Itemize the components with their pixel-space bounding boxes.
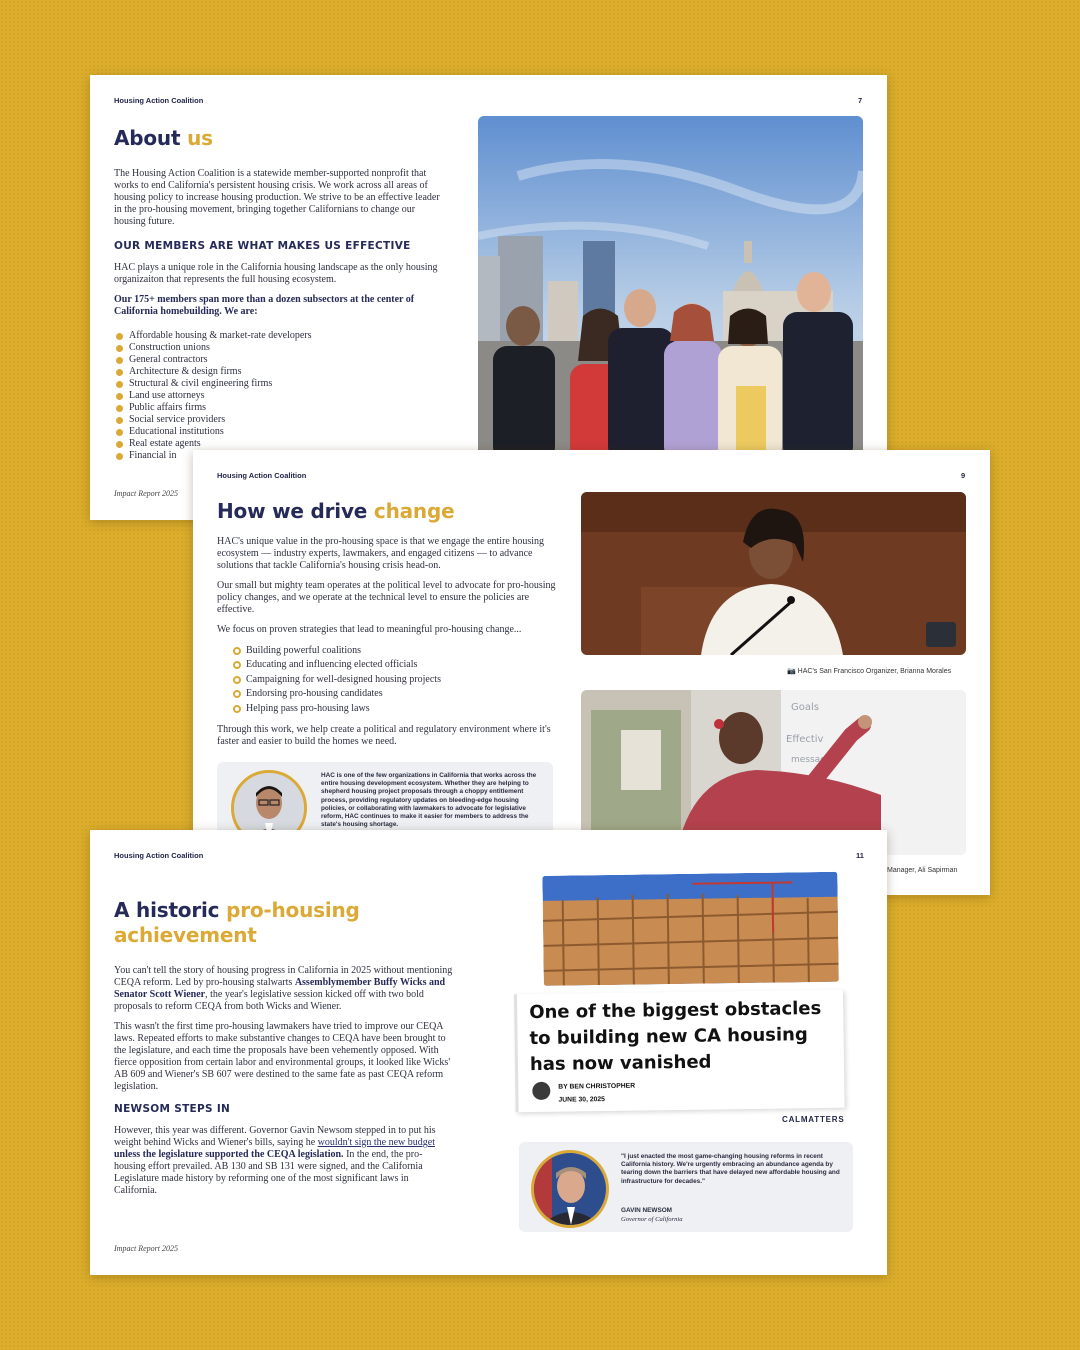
team-photo-image — [478, 116, 863, 461]
org-name: Housing Action Coalition — [114, 96, 204, 105]
list-item: Social service providers — [114, 414, 444, 426]
team-photo — [478, 116, 863, 461]
list-item: Endorsing pro-housing candidates — [231, 687, 557, 701]
page-historic-achievement — [90, 830, 887, 1275]
p1-lawmakers: Assemblymember Buffy Wicks and Senator Scott Wiener — [114, 977, 446, 1000]
strategies-list — [231, 644, 557, 716]
members-list — [114, 330, 444, 462]
photo-caption-1 — [787, 667, 951, 675]
article-date: JUNE 30, 2025 — [558, 1096, 605, 1104]
page-title — [114, 898, 360, 948]
paragraph-3 — [114, 1125, 454, 1197]
organizer-photo-image — [581, 492, 966, 655]
p3-text-c: In the end, the pro-housing effort prevailed. AB 130 and SB 131 were signed, and the California Legislature made history by reforming one of the most significant laws in California. — [114, 1149, 423, 1196]
construction-photo — [542, 872, 839, 986]
newsom-quote-text: "I just enacted the most game-changing housing reforms in recent California history. We're urgently embracing an abundance agenda by tearing down the barriers that have delayed new affordable housing and infrastructure for decades." — [621, 1153, 840, 1185]
paragraph-3: Our 175+ members span more than a dozen subsectors at the center of California homebuilding. We are: — [114, 294, 415, 317]
title-accent: us — [187, 126, 213, 150]
budget-link[interactable]: wouldn't sign the new budget — [317, 1137, 435, 1148]
avatar — [531, 1150, 609, 1228]
page-number: 7 — [858, 96, 863, 105]
paragraph-4: Through this work, we help create a political and regulatory environment where it's faster and easier to build the homes we need. — [217, 724, 551, 748]
list-item: Educating and influencing elected officials — [231, 658, 557, 672]
list-item: Helping pass pro-housing laws — [231, 702, 557, 716]
page-footer: Impact Report 2025 — [114, 489, 178, 498]
paragraph-1: HAC's unique value in the pro-housing space is that we engage the entire housing ecosystem — industry experts, lawmakers, and engaged citizens — to advance solutions that tackle California's housing crisis head-on. — [217, 536, 545, 571]
article-headline: One of the biggest obstacles to building new CA housing has now vanished — [529, 998, 822, 1076]
title-accent: change — [373, 499, 455, 523]
list-item: Affordable housing & market-rate developers — [114, 330, 444, 342]
construction-photo-image — [542, 872, 839, 986]
list-item: Architecture & design firms — [114, 366, 444, 378]
about-body — [114, 168, 444, 462]
portrait-image — [534, 1153, 606, 1225]
svg-text:Effectiv: Effectiv — [786, 734, 824, 745]
page-title — [114, 126, 213, 151]
list-item: Building powerful coalitions — [231, 644, 557, 658]
camera-icon: 📷 — [787, 668, 796, 675]
paragraph-3: We focus on proven strategies that lead to meaningful pro-housing change... — [217, 624, 522, 635]
page-title — [217, 499, 454, 524]
photo-caption-2: Manager, Ali Sapirman — [887, 867, 958, 874]
paragraph-1 — [114, 965, 454, 1013]
page-footer: Impact Report 2025 — [114, 1244, 178, 1253]
p3-bold: unless the legislature supported the CEQA legislation. — [114, 1149, 344, 1160]
list-item: General contractors — [114, 354, 444, 366]
page-number: 9 — [961, 471, 966, 480]
svg-text:Goals: Goals — [791, 702, 819, 713]
member-quote-text: HAC is one of the few organizations in California that works across the entire housing development ecosystem. Whether they are helping to shepherd housing project proposals through a choppy entitlement process, providing regulatory updates on bleeding-edge housing policies, or collaborating with lawmakers to advocate for legislative reform, HAC continues to make it easier for members to address the state's housing shortage. — [321, 772, 537, 829]
list-item: Structural & civil engineering firms — [114, 378, 444, 390]
list-item: Educational institutions — [114, 426, 444, 438]
p3-text-a: However, this year was different. Governor Gavin Newsom stepped in to put his weight behind Wicks and Wiener's bills, saying he — [114, 1125, 436, 1148]
organizer-photo — [581, 492, 966, 655]
achievement-body — [114, 965, 454, 1205]
p1-text-a: You can't tell the story of housing progress in California in 2025 without mentioning CEQA reform. Led by pro-housing stalwarts — [114, 965, 453, 988]
list-item: Real estate agents — [114, 438, 444, 450]
page-number: 11 — [856, 851, 864, 860]
svg-text:message: message — [791, 755, 832, 765]
author-avatar — [532, 1082, 550, 1100]
paragraph-2: Our small but mighty team operates at the political level to advocate for pro-housing policy changes, and we operate at the technical level to ensure the policies are effective. — [217, 580, 556, 615]
calmatters-logo: CALMATTERS — [782, 1115, 845, 1124]
title-main: How we drive — [217, 499, 374, 523]
intro-paragraph: The Housing Action Coalition is a statewide member-supported nonprofit that works to end California's persistent housing crisis. We work across all areas of housing policy to increase housing production. We strive to be an effective leader in the pro-housing movement, bringing together Californians to change our housing future. — [114, 168, 440, 227]
caption-text: HAC's San Francisco Organizer, Brianna Morales — [797, 668, 952, 675]
list-item: Public affairs firms — [114, 402, 444, 414]
list-item: Land use attorneys — [114, 390, 444, 402]
title-main: A historic — [114, 898, 227, 922]
quote-role: Governor of California — [621, 1216, 683, 1223]
section-subhead: NEWSOM STEPS IN — [114, 1103, 231, 1115]
article-byline: BY BEN CHRISTOPHER — [558, 1082, 636, 1091]
list-item: Construction unions — [114, 342, 444, 354]
page-how-we-drive-change — [193, 450, 990, 895]
article-clipping — [512, 872, 843, 1117]
newsom-quote-box — [519, 1142, 853, 1232]
org-name: Housing Action Coalition — [217, 471, 307, 480]
org-name: Housing Action Coalition — [114, 851, 204, 860]
change-body — [217, 536, 557, 756]
paragraph-2: This wasn't the first time pro-housing lawmakers have tried to improve our CEQA laws. Repeated efforts to make substantive changes to CEQA have been brought to the legislature, and each time the proposals have been vehemently opposed. With fierce opposition from certain labor and environmental groups, it looked like Wicks' AB 609 and Wiener's SB 607 were destined to the same fate as past CEQA reform legislation. — [114, 1021, 451, 1092]
title-accent-2: achievement — [114, 923, 257, 947]
title-main: About — [114, 126, 188, 150]
paragraph-2: HAC plays a unique role in the California housing landscape as the only housing organizaiton that represents the full housing ecosystem. — [114, 262, 438, 285]
section-subhead: OUR MEMBERS ARE WHAT MAKES US EFFECTIVE — [114, 240, 411, 252]
list-item: Campaigning for well-designed housing projects — [231, 673, 557, 687]
list-item: Financial in — [114, 450, 444, 462]
p1-text-c: , the year's legislative session kicked off with two bold proposals to reform CEQA from both Wicks and Wiener. — [114, 989, 424, 1012]
article-headline-box — [514, 990, 845, 1113]
quote-name: GAVIN NEWSOM — [621, 1207, 673, 1214]
title-accent-1: pro-housing — [226, 898, 360, 922]
